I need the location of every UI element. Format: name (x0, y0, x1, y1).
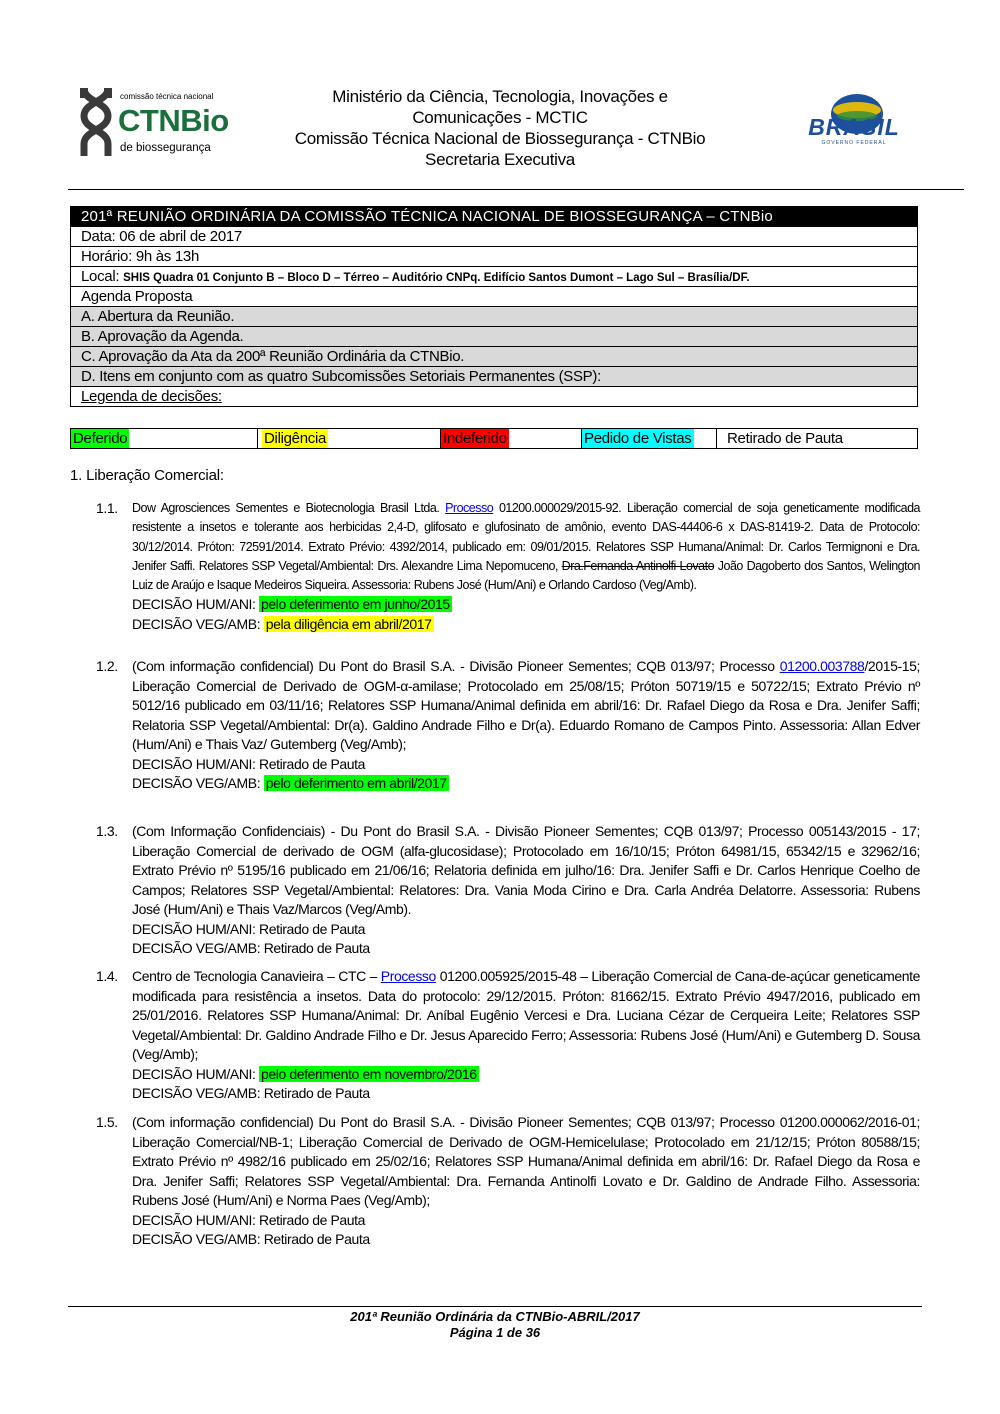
ctnbio-logo (78, 86, 228, 158)
legend-retirado (716, 428, 918, 449)
brasil-logo (795, 92, 913, 148)
struck-name: Dra.Fernanda Antinolfi Lovato (561, 558, 715, 573)
footer-meeting: 201ª Reunião Ordinária da CTNBio-ABRIL/2017 (350, 1309, 640, 1324)
header-text (250, 86, 750, 170)
decision-hum-label: DECISÃO HUM/ANI: (132, 596, 259, 613)
decision-hum-value: pelo deferimento em novembro/2016 (261, 1065, 477, 1082)
item-text: (Com Informação Confidenciais) - Du Pont do Brasil S.A. - Divisão Pioneer Sementes; CQB 013/97; Processo 005143/2015 - 17; Liberação Comercial de derivado de OGM (alfa-glucosidase); Protocolado em 16/10/15; Próton 64981/15, 65342/15 e 32962/16; Extrato Prévio nº 5195/16 publicado em 21/06/16; Relatoria definida em julho/16: Dra. Jenifer Saffi e Dr. Carlos Henrique Coelho de Campos; Relatores SSP Vegetal/Ambiental: Relatores: Dra. Vania Moda Cirino e Dra. Carla Andréa Delatorre. Assessoria: Rubens José (Hum/Ani) e Thais Vaz/Marcos (Veg/Amb). (132, 823, 920, 917)
legend-deferido (70, 428, 257, 449)
meeting-date: Data: 06 de abril de 2017 (71, 227, 917, 247)
legend-indeferido (440, 428, 581, 449)
page-footer (68, 1309, 922, 1341)
legend-diligencia-label: Diligência (264, 430, 327, 447)
meeting-time: Horário: 9h às 13h (71, 247, 917, 267)
legend-label-row (71, 387, 917, 406)
decision-hum-label: DECISÃO HUM/ANI: (132, 1065, 259, 1082)
item-text: (Com informação confidencial) Du Pont do Brasil S.A. - Divisão Pioneer Sementes; CQB 013/97; Processo 01200.000062/2016-01; Liberação Comercial/NB-1; Liberação Comercial de Derivado de OGM-Hemicelulase; Protocolado em 21/12/15; Próton 80588/15; Extrato Prévio nº 4982/16 publicado em 25/02/16; Relatores SSP Humana/Animal definida em abril/16: Dr. Rafael Diego da Rosa e Dra. Jenifer Saffi; Relatores SSP Vegetal/Ambiental: Dra. Fernanda Antinolfi Lovato e Dr. Galdino de Andrade Filho. Assessoria: Rubens José (Hum/Ani) e Norma Paes (Veg/Amb); (132, 1114, 920, 1208)
decision-veg (132, 774, 920, 794)
section-title: 1. Liberação Comercial: (70, 467, 224, 484)
decision-veg-label: DECISÃO VEG/AMB: (132, 775, 264, 791)
item-number: 1.2. (96, 658, 118, 674)
decision-hum (132, 1211, 920, 1231)
item-number: 1.4. (96, 968, 118, 984)
item-text-part: (Com informação confidencial) Du Pont do Brasil S.A. - Divisão Pioneer Sementes; CQB 013/97; Processo (132, 658, 780, 674)
decision-veg (132, 615, 920, 635)
list-item (96, 657, 920, 794)
item-text-part: Dow Agrosciences Sementes e Biotecnologia Brasil Ltda. (132, 501, 446, 515)
decision-veg-value: Retirado de Pauta (263, 940, 370, 956)
footer-page-number: Página 1 de 36 (449, 1325, 541, 1340)
decision-veg-label: DECISÃO VEG/AMB: (132, 940, 264, 956)
item-text-part: 01200.000029/2015-92. Liberação comercial de soja geneticamente modificada resistente a insetos e tolerante aos herbicidas 2,4-D, glifosato e glufosinato de amônio, evento DAS-44406-6 x DAS-81419-2. Data de Protocolo: 30/12/2014. Próton: 72591/2014. Extrato Prévio: 4392/2014, publicado em: 09/01/2015. Relatores SSP Humana/Animal: Dr. Carlos Termignoni e Dra. Jenifer Saffi. Relatores SSP Vegetal/Ambiental: Drs. Alexandre Lima Nepomuceno, (132, 501, 920, 573)
decision-veg-label: DECISÃO VEG/AMB: (132, 1231, 264, 1247)
header-line-1: Ministério da Ciência, Tecnologia, Inovações e (332, 87, 668, 106)
decision-veg-value: Retirado de Pauta (263, 1085, 370, 1101)
header-line-3: Comissão Técnica Nacional de Biossegurança - CTNBio (294, 129, 706, 148)
decision-veg-value: Retirado de Pauta (263, 1231, 370, 1247)
item-text (132, 499, 920, 595)
decision-hum-value: Retirado de Pauta (259, 755, 366, 772)
legend-vistas-label: Pedido de Vistas (584, 430, 692, 447)
item-text (132, 967, 920, 1065)
decision-hum-value: pelo deferimento em junho/2015 (261, 596, 450, 613)
agenda-item-b: B. Aprovação da Agenda. (71, 327, 917, 347)
location-label: Local: (81, 268, 120, 285)
footer-divider (68, 1306, 922, 1307)
logo-name: CTNBio (118, 103, 229, 138)
item-text-part: /2015-15; Liberação Comercial de Derivado de OGM-α-amilase; Protocolado em 25/08/15; Próton 50719/15 e 50722/15; Extrato Prévio nº 5012/16 publicado em 03/11/16; Relatores SSP Humana/Animal definida em abril/16: Dr. Rafael Diego da Rosa e Dra. Jenifer Saffi; Relatoria SSP Vegetal/Ambiental: Dr(a). Galdino Andrade Filho e Dr(a). Eduardo Romano de Campos Pinto. Assessoria: Allan Edver (Hum/Ani) e Thais Vaz/ Gutemberg (Veg/Amb); (132, 658, 920, 752)
meeting-title: 201ª REUNIÃO ORDINÁRIA DA COMISSÃO TÉCNICA NACIONAL DE BIOSSEGURANÇA – CTNBio (71, 207, 917, 227)
decision-veg (132, 1230, 920, 1250)
list-item (96, 1113, 920, 1250)
header-divider (68, 189, 964, 190)
logo-top-text: comissão técnica nacional (120, 92, 214, 101)
decision-veg (132, 939, 920, 959)
agenda-item-c: C. Aprovação da Ata da 200ª Reunião Ordinária da CTNBio. (71, 347, 917, 367)
decision-hum (132, 1065, 920, 1085)
decision-veg-label: DECISÃO VEG/AMB: (132, 615, 264, 632)
agenda-label: Agenda Proposta (71, 287, 917, 307)
decision-hum-value: Retirado de Pauta (259, 920, 366, 937)
list-item (96, 499, 920, 634)
legend-deferido-label: Deferido (73, 430, 128, 447)
decision-hum-value: Retirado de Pauta (259, 1211, 366, 1228)
decision-veg-label: DECISÃO VEG/AMB: (132, 1085, 264, 1101)
decision-hum-label: DECISÃO HUM/ANI: (132, 920, 259, 937)
decision-hum (132, 920, 920, 940)
decision-veg-value: pelo deferimento em abril/2017 (265, 775, 447, 791)
location-value: SHIS Quadra 01 Conjunto B – Bloco D – Térreo – Auditório CNPq. Edifício Santos Dumont – Lago Sul – Brasília/DF. (123, 272, 750, 284)
decision-hum (132, 755, 920, 775)
item-text (132, 657, 920, 755)
process-link[interactable]: 01200.003788 (779, 658, 865, 674)
item-number: 1.1. (96, 500, 118, 516)
decision-legend (70, 428, 918, 447)
process-link[interactable]: Processo (380, 968, 436, 984)
brasil-logo-text: BRASIL (808, 114, 900, 140)
decision-veg (132, 1084, 920, 1104)
header-line-4: Secretaria Executiva (425, 150, 575, 169)
agenda-item-d: D. Itens em conjunto com as quatro Subcomissões Setoriais Permanentes (SSP): (71, 367, 917, 387)
decision-veg-value: pela diligência em abril/2017 (265, 615, 432, 632)
decision-hum (132, 595, 920, 615)
item-number: 1.3. (96, 823, 118, 839)
item-text-part: João Dagoberto dos Santos, Welington Luiz de Araújo e Isaque Medeiros Siqueira. Assessoria: Rubens José (Hum/Ani) e Orlando Cardoso (Veg/Amb). (132, 558, 921, 593)
header-line-2: Comunicações - MCTIC (412, 108, 588, 127)
legend-vistas (581, 428, 716, 449)
decision-hum-label: DECISÃO HUM/ANI: (132, 1211, 259, 1228)
legend-diligencia (257, 428, 440, 449)
item-text-part: 01200.005925/2015-48 – Liberação Comercial de Cana-de-açúcar geneticamente modificada para resistência a insetos. Data do protocolo: 29/12/2015. Próton: 81662/15. Extrato Prévio 4947/2016, publicado em 25/01/2016. Relatores SSP Humana/Animal: Dr. Aníbal Eugênio Vercesi e Dra. Luciana Cézar de Cerqueira Leite; Relatores SSP Vegetal/Ambiental: Dr. Galdino Andrade Filho e Dr. Jesus Aparecido Ferro; Assessoria: Rubens José (Hum/Ani) e Gutemberg D. Sousa (Veg/Amb); (132, 968, 921, 1062)
agenda-item-a: A. Abertura da Reunião. (71, 307, 917, 327)
logo-bottom-text: de biossegurança (120, 142, 211, 154)
brasil-logo-subtext: GOVERNO FEDERAL (821, 140, 887, 146)
agenda-table (70, 206, 918, 407)
decision-hum-label: DECISÃO HUM/ANI: (132, 755, 259, 772)
process-link[interactable]: Processo (445, 501, 494, 515)
list-item (96, 967, 920, 1104)
item-number: 1.5. (96, 1114, 118, 1130)
list-item (96, 822, 920, 959)
item-text-part: Centro de Tecnologia Canavieira – CTC – (132, 968, 381, 984)
meeting-location (71, 267, 917, 287)
legend-label: Legenda de decisões: (81, 388, 222, 405)
legend-retirado-label: Retirado de Pauta (727, 430, 843, 447)
legend-indeferido-label: Indeferido (443, 430, 507, 447)
